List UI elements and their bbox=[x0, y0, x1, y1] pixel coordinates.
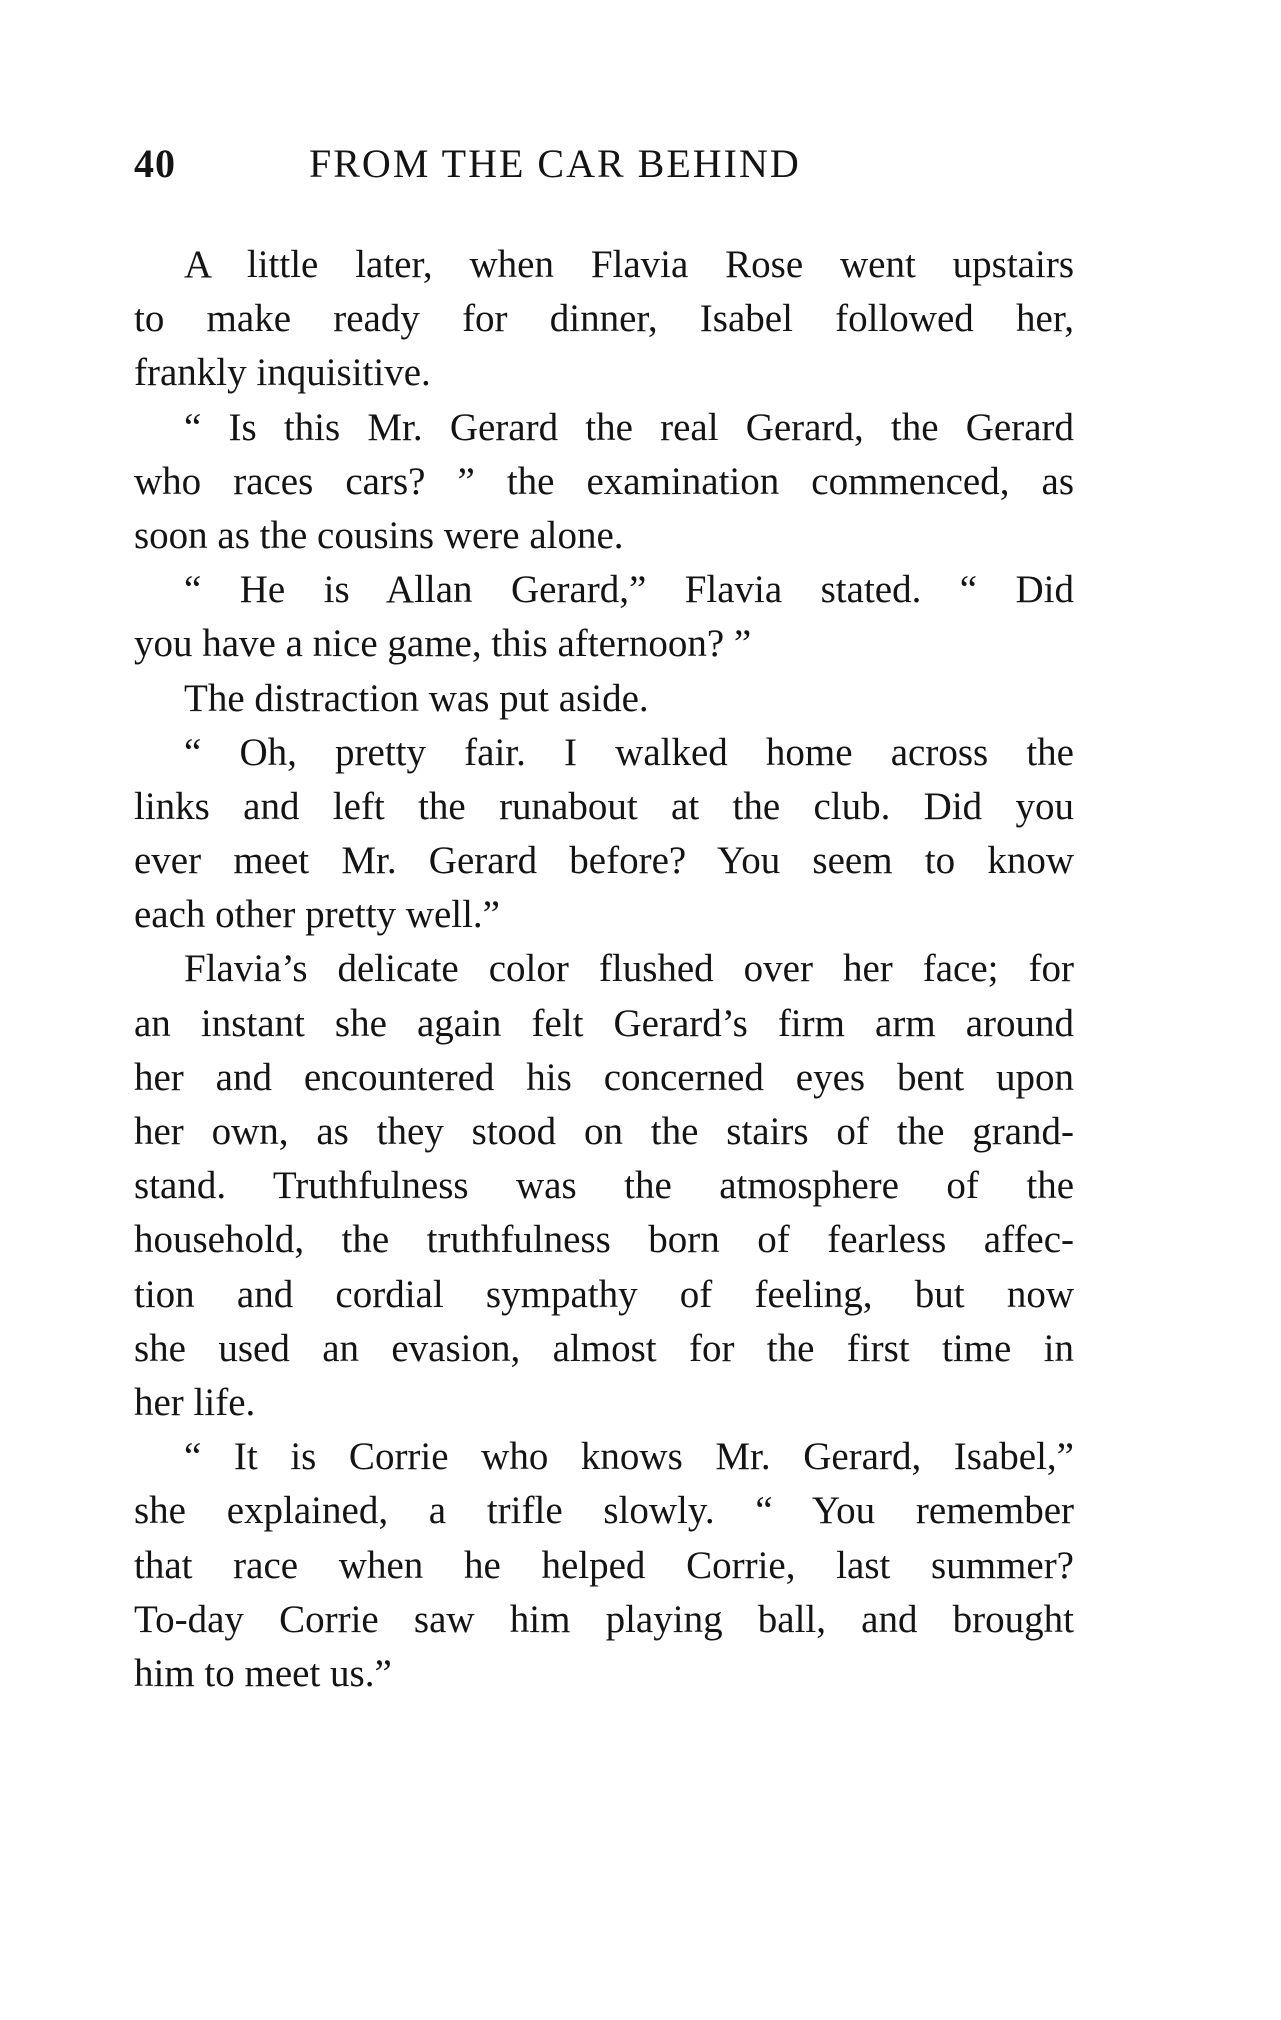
text-line: “ He is Allan Gerard,” Flavia stated. “ Did bbox=[184, 568, 1074, 612]
text-line: Flavia’s delicate color flushed over her face; for bbox=[184, 947, 1074, 991]
text-line: ever meet Mr. Gerard before? You seem to know bbox=[134, 839, 1074, 883]
running-title: FROM THE CAR BEHIND bbox=[309, 141, 801, 186]
text-line: her own, as they stood on the stairs of the grand- bbox=[134, 1110, 1074, 1153]
text-line: him to meet us.” bbox=[134, 1651, 392, 1695]
text-line: her and encountered his concerned eyes bent upon bbox=[134, 1055, 1074, 1099]
text-line: frankly inquisitive. bbox=[134, 351, 431, 395]
text-line: “ Oh, pretty fair. I walked home across the bbox=[184, 730, 1074, 774]
text-line: A little later, when Flavia Rose went upstairs bbox=[184, 243, 1074, 286]
text-line: household, the truthfulness born of fearless affec- bbox=[134, 1218, 1074, 1262]
running-head bbox=[134, 140, 1074, 200]
text-line: tion and cordial sympathy of feeling, but now bbox=[134, 1272, 1074, 1316]
text-line: each other pretty well.” bbox=[134, 893, 500, 937]
page-number: 40 bbox=[134, 141, 176, 186]
body-text bbox=[134, 238, 1074, 1701]
text-line: an instant she again felt Gerard’s firm arm around bbox=[134, 1001, 1074, 1045]
text-line: her life. bbox=[134, 1380, 256, 1424]
text-line: soon as the cousins were alone. bbox=[134, 513, 624, 557]
text-line: she used an evasion, almost for the first time in bbox=[134, 1326, 1074, 1370]
text-line: The distraction was put aside. bbox=[184, 676, 649, 720]
text-line: to make ready for dinner, Isabel followed her, bbox=[134, 297, 1074, 341]
text-line: stand. Truthfulness was the atmosphere of the bbox=[134, 1164, 1074, 1208]
text-line: To-day Corrie saw him playing ball, and brought bbox=[134, 1597, 1074, 1641]
text-line: she explained, a trifle slowly. “ You remember bbox=[134, 1489, 1074, 1533]
text-line: who races cars? ” the examination commenced, as bbox=[134, 459, 1074, 503]
text-line: “ It is Corrie who knows Mr. Gerard, Isabel,” bbox=[184, 1435, 1074, 1479]
text-line: you have a nice game, this afternoon? ” bbox=[134, 622, 752, 666]
text-line: that race when he helped Corrie, last summer? bbox=[134, 1543, 1074, 1587]
text-line: “ Is this Mr. Gerard the real Gerard, the Gerard bbox=[184, 405, 1074, 449]
text-line: links and left the runabout at the club. Did you bbox=[134, 784, 1074, 828]
